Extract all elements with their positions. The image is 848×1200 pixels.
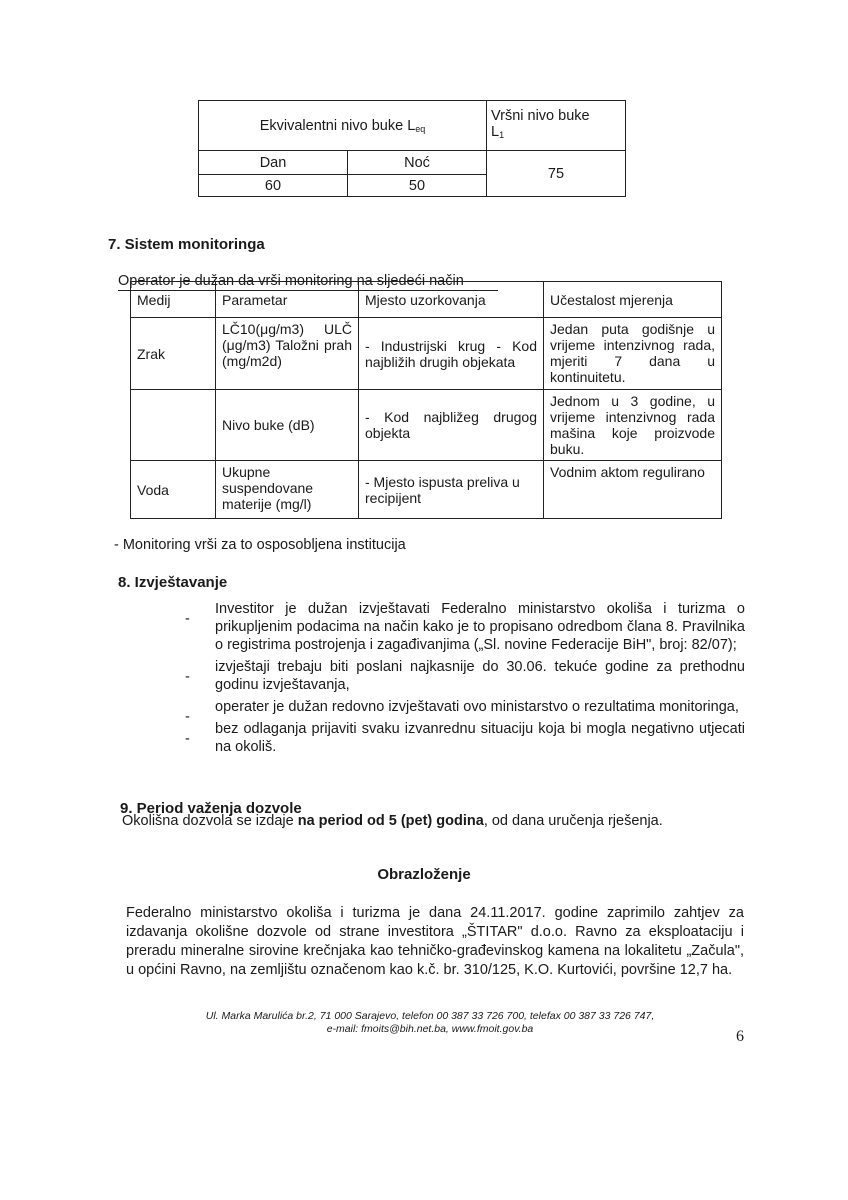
peak-noise-sub: 1 bbox=[499, 130, 505, 140]
row-location: - Industrijski krug - Kod najbližih drugih objekata bbox=[359, 318, 544, 390]
row-frequency: Vodnim aktom regulirano bbox=[544, 461, 722, 519]
reasoning-paragraph: Federalno ministarstvo okoliša i turizma je dana 24.11.2017. godine zaprimilo zahtjev za izdavanja okolišne dozvole od strane investitora „ŠTITAR" d.o.o. Ravno za eksploataciju i preradu mineralne sirovine krečnjaka kao tehničko-građevinskog kamena na lokalitetu „Začula", u općini Ravno, na zemljištu označenom kao k.č. br. 310/125, K.O. Kurtovići, površine 12,7 ha. bbox=[126, 905, 744, 978]
footer-contact: e-mail: fmoits@bih.net.ba, www.fmoit.gov.ba bbox=[326, 1023, 534, 1035]
list-item bbox=[185, 698, 745, 725]
row-parameter: LČ10(μg/m3) ULČ (μg/m3) Taložni prah (mg/m2d) bbox=[216, 318, 359, 390]
monitoring-table bbox=[130, 281, 722, 519]
reasoning-heading: Obrazloženje bbox=[377, 866, 471, 883]
row-location: - Kod najbližeg drugog objekta bbox=[359, 390, 544, 461]
row-frequency: Jednom u 3 godine, u vrijeme intenzivnog rada mašina koje proizvode buku. bbox=[544, 390, 722, 461]
page-number: 6 bbox=[736, 1028, 744, 1045]
monitoring-note: - Monitoring vrši za to osposobljena institucija bbox=[114, 537, 406, 553]
row-parameter: Ukupne suspendovane materije (mg/l) bbox=[216, 461, 359, 519]
equiv-noise-label: Ekvivalentni nivo buke L bbox=[259, 117, 416, 134]
dash-marker: - bbox=[185, 669, 190, 685]
row-medium bbox=[131, 390, 216, 461]
noise-level-table bbox=[198, 100, 626, 197]
list-item-text: Investitor je dužan izvještavati Federalno ministarstvo okoliša i turizma o prikupljenim podacima na način kako je to propisano odredbom člana 8. Pravilnika o registrima postrojenja i zagađivanjima („Sl. novine Federacije BiH", broj: 82/07); bbox=[215, 601, 745, 653]
validity-text-start: Okolišna dozvola se izdaje bbox=[122, 813, 298, 829]
equiv-noise-header bbox=[199, 101, 487, 151]
list-item-text: izvještaji trebaju biti poslani najkasnije do 30.06. tekuće godine za prethodnu godinu izvještavanja, bbox=[215, 659, 745, 693]
peak-noise-letter: L bbox=[491, 124, 500, 140]
header-frequency: Učestalost mjerenja bbox=[544, 282, 722, 318]
validity-text bbox=[122, 812, 732, 830]
list-item bbox=[185, 720, 745, 756]
dash-marker: - bbox=[185, 731, 190, 747]
header-location: Mjesto uzorkovanja bbox=[359, 282, 544, 318]
peak-value-cell: 75 bbox=[487, 151, 626, 197]
validity-text-end: , od dana uručenja rješenja. bbox=[483, 813, 663, 829]
row-frequency: Jedan puta godišnje u vrijeme intenzivnog rada, mjeriti 7 dana u kontinuitetu. bbox=[544, 318, 722, 390]
day-value-cell: 60 bbox=[199, 175, 348, 197]
night-label-cell: Noć bbox=[348, 151, 487, 175]
list-item bbox=[185, 600, 745, 654]
section7-heading: 7. Sistem monitoringa bbox=[108, 236, 265, 253]
list-item-text: operater je dužan redovno izvještavati ovo ministarstvo o rezultatima monitoringa, bbox=[215, 699, 739, 715]
reporting-list bbox=[185, 600, 745, 760]
row-medium: Zrak bbox=[131, 318, 216, 390]
row-medium: Voda bbox=[131, 461, 216, 519]
peak-noise-header bbox=[487, 101, 626, 151]
footer-address: Ul. Marka Marulića br.2, 71 000 Sarajevo, telefon 00 387 33 726 700, telefax 00 387 33 726 747, bbox=[205, 1010, 655, 1022]
dash-marker: - bbox=[185, 709, 190, 725]
row-location: - Mjesto ispusta preliva u recipijent bbox=[359, 461, 544, 519]
monitoring-intro: Operator je dužan da vrši monitoring na sljedeći način bbox=[118, 272, 498, 291]
peak-noise-label: Vršni nivo buke bbox=[491, 108, 590, 124]
section9-heading: 9. Period važenja dozvole bbox=[120, 800, 302, 817]
row-parameter: Nivo buke (dB) bbox=[216, 390, 359, 461]
footer bbox=[150, 1010, 710, 1036]
list-item bbox=[185, 658, 745, 694]
section8-heading: 8. Izvještavanje bbox=[118, 574, 228, 591]
dash-marker: - bbox=[185, 611, 190, 627]
validity-period: na period od 5 (pet) godina bbox=[297, 813, 484, 829]
equiv-noise-sub: eq bbox=[415, 123, 426, 134]
header-medium: Medij bbox=[131, 282, 216, 318]
day-label-cell: Dan bbox=[199, 151, 348, 175]
list-item-text: bez odlaganja prijaviti svaku izvanrednu situaciju koja bi mogla negativno utjecati na okoliš. bbox=[215, 721, 745, 755]
header-parameter: Parametar bbox=[216, 282, 359, 318]
night-value-cell: 50 bbox=[348, 175, 487, 197]
